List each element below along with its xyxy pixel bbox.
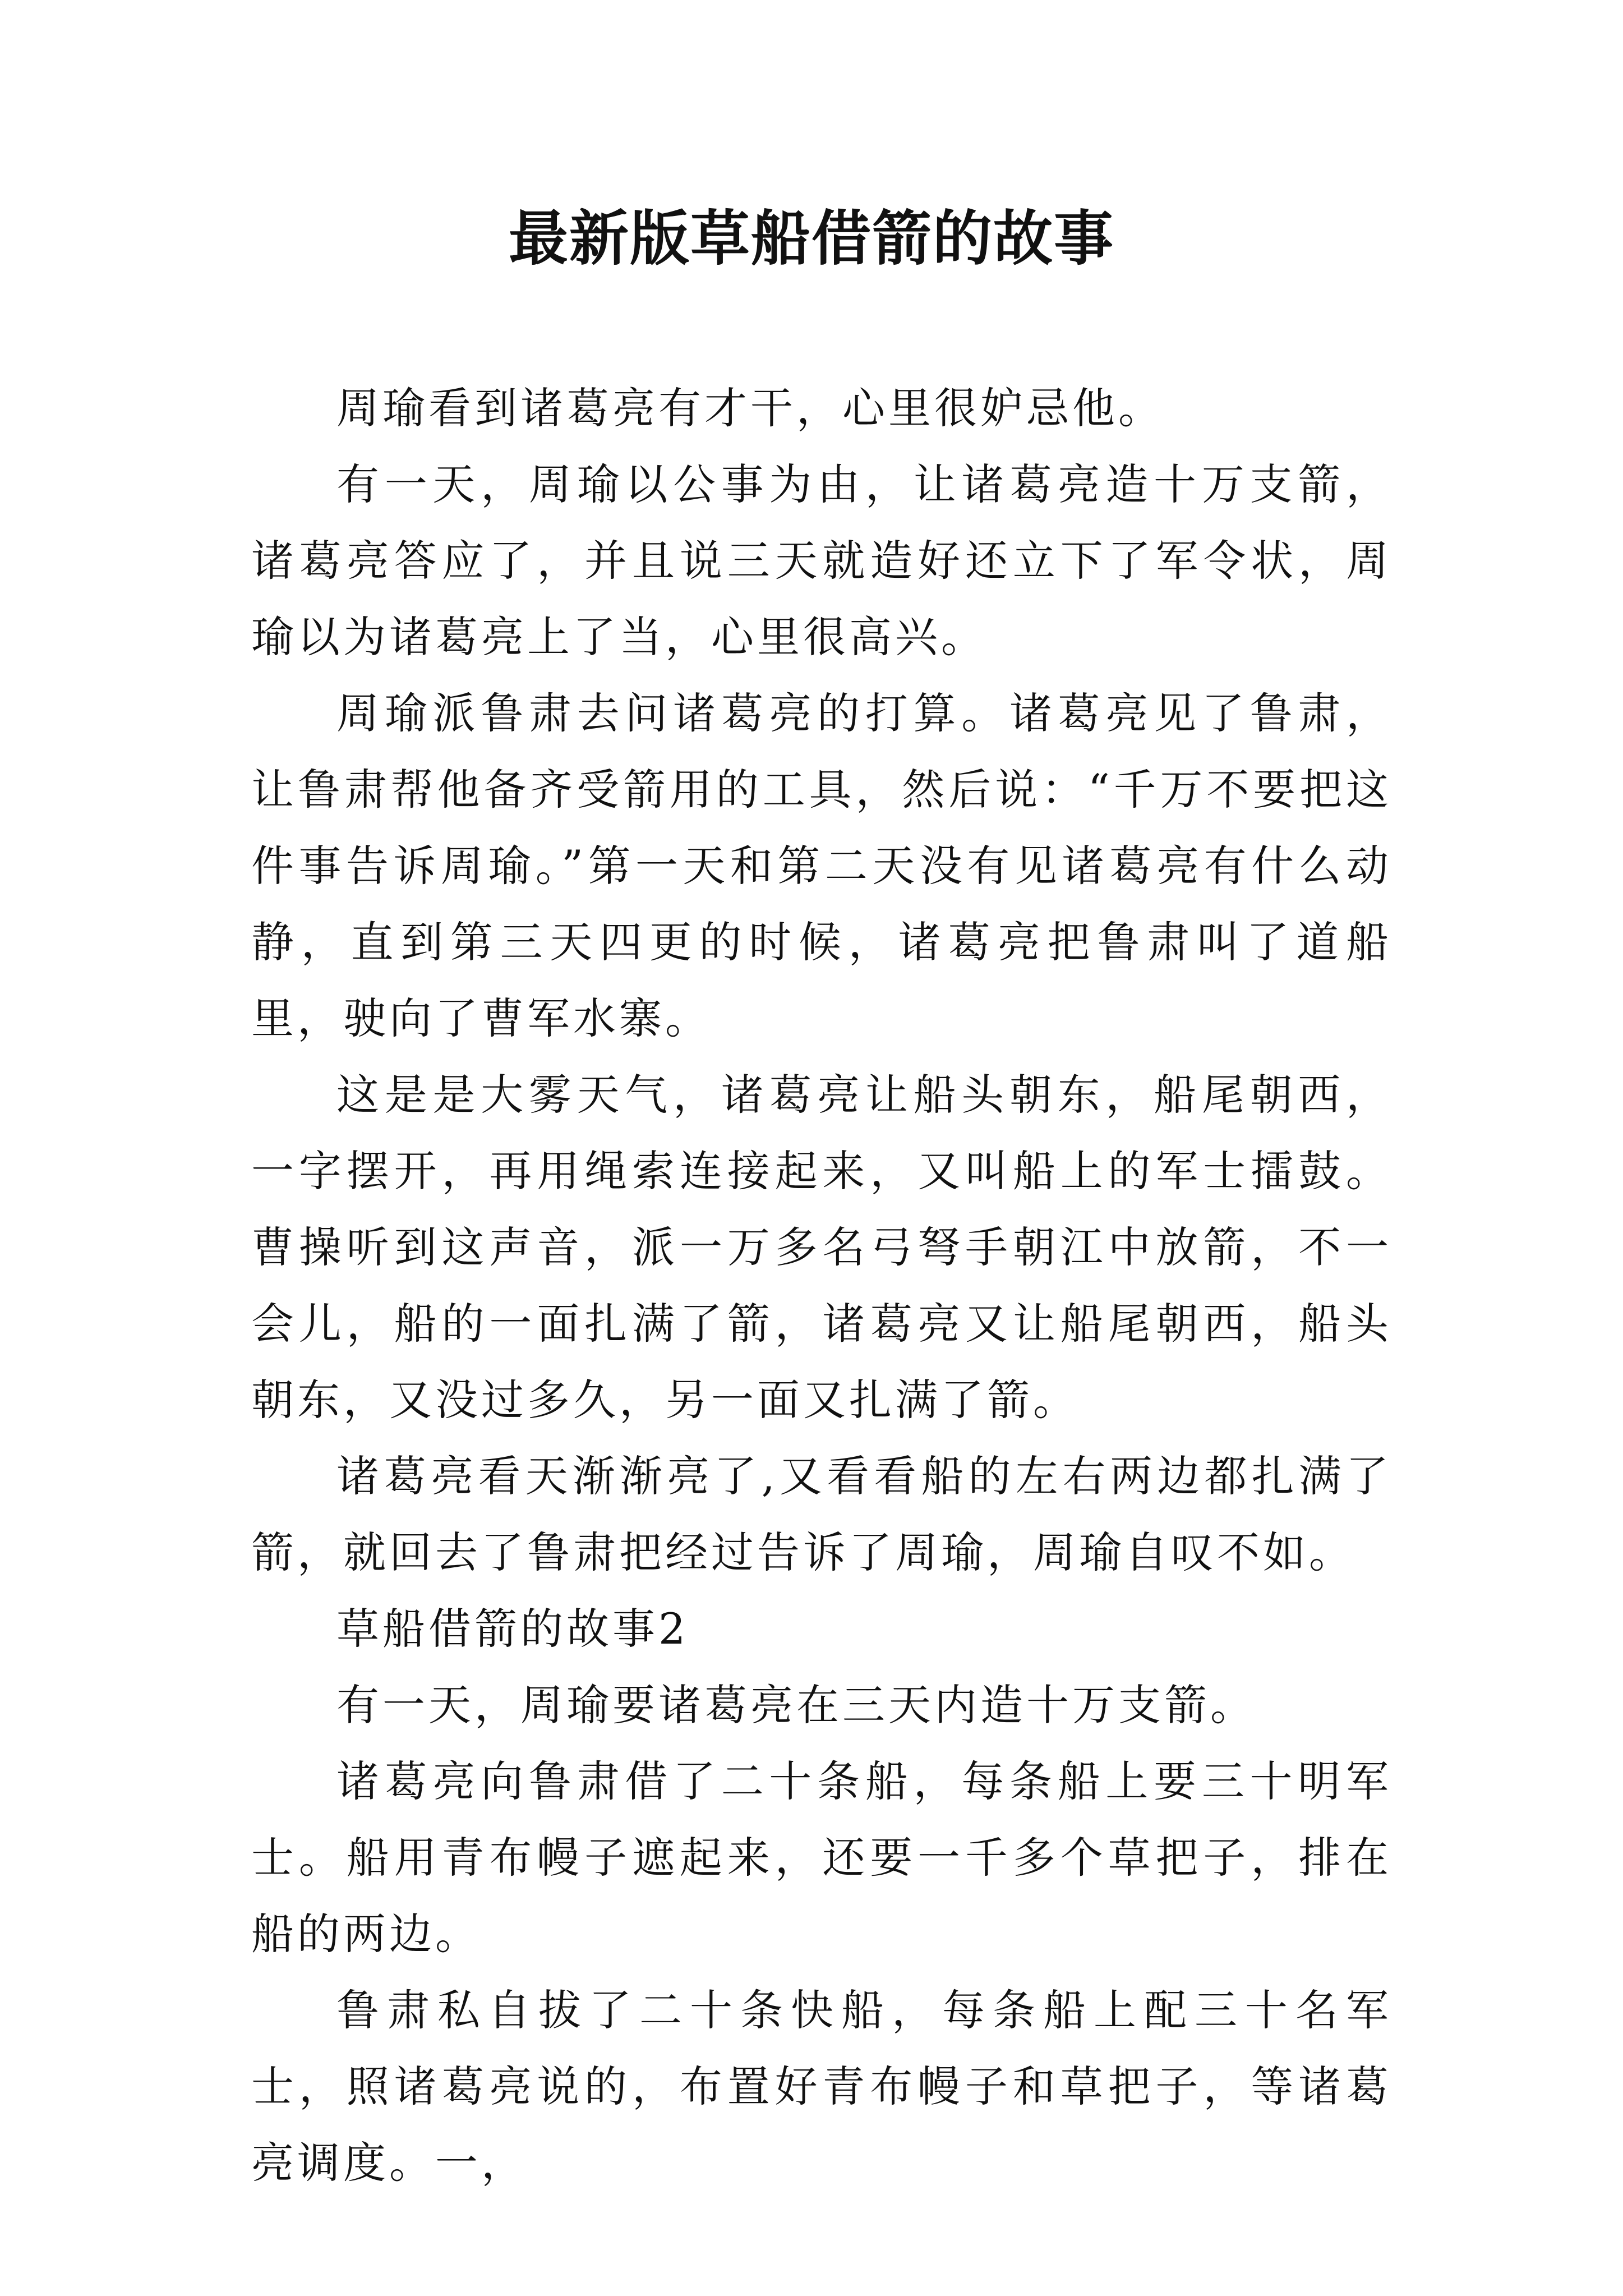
paragraph: 这是是大雾天气，诸葛亮让船头朝东，船尾朝西，一字摆开，再用绳索连接起来，又叫船上的军士擂鼓。曹操听到这声音，派一万多名弓弩手朝江中放箭，不一会儿，船的一面扎满了箭，诸葛亮又让船尾朝西，船头朝东，又没过多久，另一面又扎满了箭。	[251, 1070, 1392, 1425]
paragraph: 鲁肃私自拔了二十条快船，每条船上配三十名军士，照诸葛亮说的，布置好青布幔子和草把子，等诸葛亮调度。一，	[251, 1985, 1392, 2188]
paragraph: 诸葛亮向鲁肃借了二十条船，每条船上要三十明军士。船用青布幔子遮起来，还要一千多个草把子，排在船的两边。	[251, 1756, 1392, 1959]
paragraph: 周瑜看到诸葛亮有才干，心里很妒忌他。	[336, 383, 1164, 433]
paragraph: 周瑜派鲁肃去问诸葛亮的打算。诸葛亮见了鲁肃，让鲁肃帮他备齐受箭用的工具，然后说：“千万不要把这件事告诉周瑜。”第一天和第二天没有见诸葛亮有什么动静，直到第三天四更的时候，诸葛亮把鲁肃叫了道船里，驶向了曹军水寨。	[251, 688, 1392, 1043]
paragraph: 诸葛亮看天渐渐亮了,又看看船的左右两边都扎满了箭，就回去了鲁肃把经过告诉了周瑜，周瑜自叹不如。	[251, 1451, 1392, 1577]
paragraph: 有一天，周瑜要诸葛亮在三天内造十万支箭。	[336, 1680, 1256, 1730]
document-title: 最新版草船借箭的故事	[509, 203, 1114, 273]
paragraph: 有一天，周瑜以公事为由，让诸葛亮造十万支箭，诸葛亮答应了，并且说三天就造好还立下了军令状，周瑜以为诸葛亮上了当，心里很高兴。	[251, 459, 1392, 662]
document-body	[251, 370, 1392, 2201]
section-heading: 草船借箭的故事2	[336, 1604, 689, 1654]
